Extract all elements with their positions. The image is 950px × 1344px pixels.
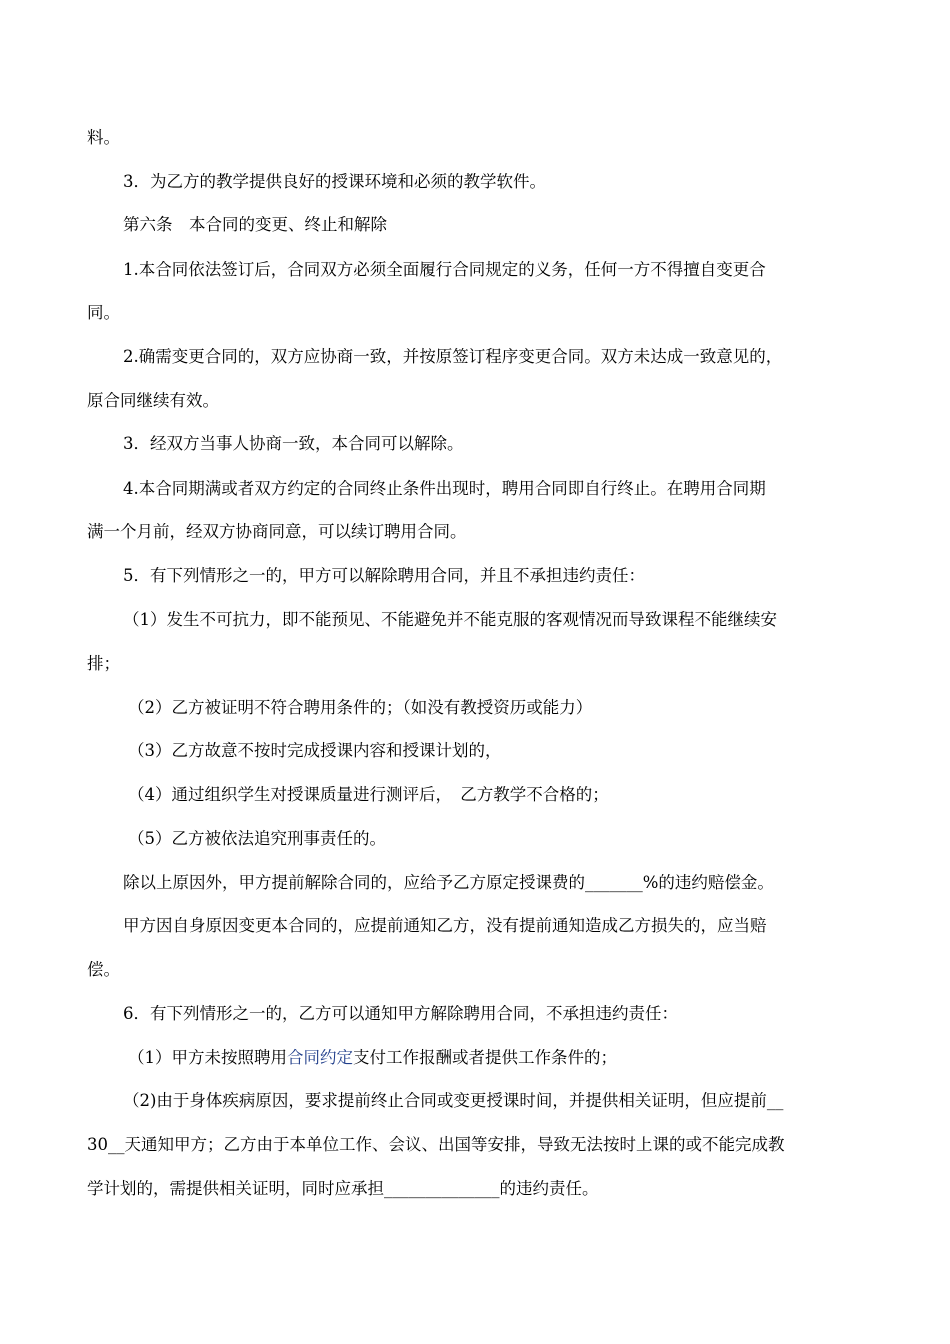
list-item: （3）乙方故意不按时完成授课内容和授课计划的， — [128, 741, 502, 760]
paragraph-line: 1.本合同依法签订后，合同双方必须全面履行合同规定的义务，任何一方不得擅自变更合 — [123, 260, 766, 279]
paragraph-line: 偿。 — [87, 960, 120, 979]
paragraph-line: 甲方因自身原因变更本合同的，应提前通知乙方，没有提前通知造成乙方损失的，应当赔 — [123, 916, 767, 935]
list-item — [128, 1046, 617, 1070]
paragraph-line: 4.本合同期满或者双方约定的合同终止条件出现时，聘用合同即自行终止。在聘用合同期 — [123, 479, 766, 498]
paragraph-line: 3．经双方当事人协商一致，本合同可以解除。 — [123, 434, 464, 453]
paragraph-line: 30__天通知甲方；乙方由于本单位工作、会议、出国等安排，导致无法按时上课的或不能完成教 — [87, 1135, 785, 1154]
paragraph-line: 原合同继续有效。 — [87, 391, 219, 410]
paragraph-line: 料。 — [87, 128, 120, 147]
list-item-text: 支付工作报酬或者提供工作条件的； — [353, 1048, 617, 1067]
paragraph-line: 同。 — [87, 303, 120, 322]
list-item: （2）乙方被证明不符合聘用条件的；（如没有教授资历或能力） — [128, 698, 593, 717]
paragraph-line: 除以上原因外，甲方提前解除合同的，应给予乙方原定授课费的_______%的违约赔偿金。 — [123, 873, 774, 892]
list-item-text: （1）甲方未按照聘用 — [128, 1048, 287, 1067]
paragraph-line: 2.确需变更合同的，双方应协商一致，并按原签订程序变更合同。双方未达成一致意见的， — [123, 347, 783, 366]
list-item: （1）发生不可抗力，即不能预见、不能避免并不能克服的客观情况而导致课程不能继续安 — [123, 610, 777, 629]
list-item: （4）通过组织学生对授课质量进行测评后， 乙方教学不合格的； — [128, 785, 609, 804]
paragraph-line: 学计划的，需提供相关证明，同时应承担______________的违约责任。 — [87, 1179, 599, 1198]
paragraph-line: 满一个月前，经双方协商同意，可以续订聘用合同。 — [87, 522, 467, 541]
paragraph-line: 6．有下列情形之一的，乙方可以通知甲方解除聘用合同，不承担违约责任： — [123, 1004, 678, 1023]
paragraph-line: 排； — [87, 654, 120, 673]
paragraph-line: 3．为乙方的教学提供良好的授课环境和必须的教学软件。 — [123, 172, 546, 191]
list-item: （5）乙方被依法追究刑事责任的。 — [128, 829, 386, 848]
list-item: （2)由于身体疾病原因，要求提前终止合同或变更授课时间，并提供相关证明，但应提前__ — [123, 1091, 784, 1110]
contract-agreement-link[interactable]: 合同约定 — [287, 1048, 353, 1067]
section-heading: 第六条 本合同的变更、终止和解除 — [123, 215, 387, 234]
paragraph-line: 5．有下列情形之一的，甲方可以解除聘用合同，并且不承担违约责任： — [123, 566, 645, 585]
